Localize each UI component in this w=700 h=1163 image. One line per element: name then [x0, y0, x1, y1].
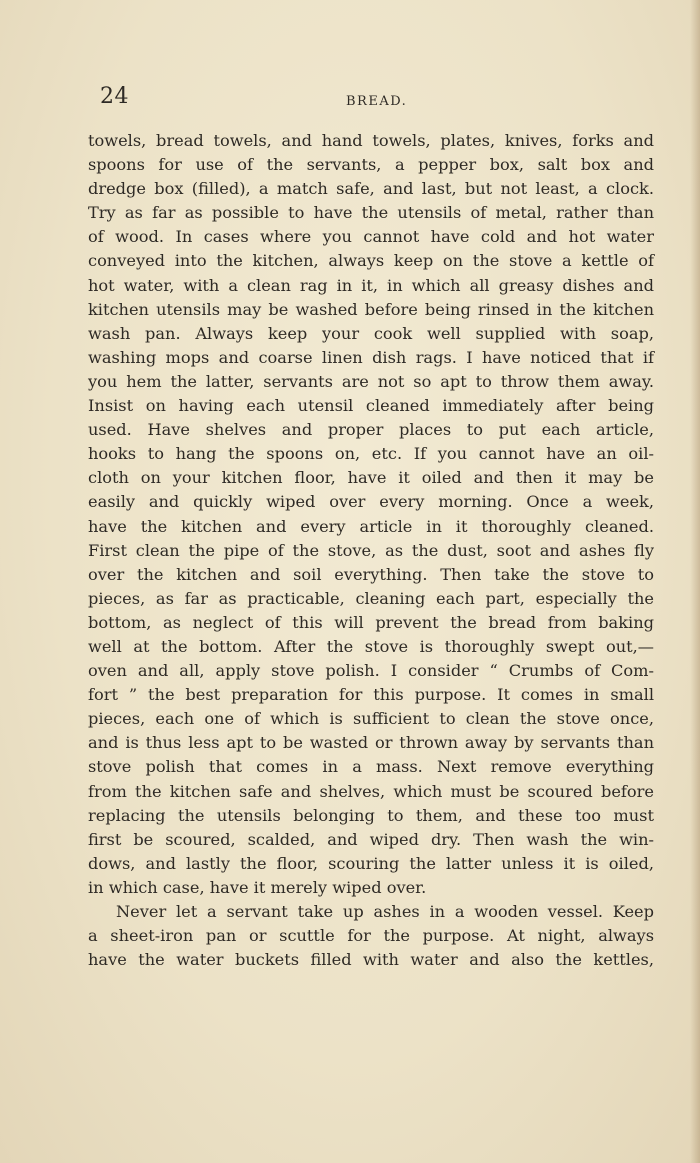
text-line: pieces, as far as practicable, cleaning each part, especially the — [88, 588, 654, 608]
text-line: have the water buckets filled with water and also the kettles, — [88, 950, 654, 970]
text-line: wash pan. Always keep your cook well supplied with soap, — [88, 323, 654, 343]
paragraph — [88, 129, 654, 900]
running-head: BREAD. — [346, 94, 408, 109]
text-line: cloth on your kitchen floor, have it oiled and then it may be — [88, 468, 654, 488]
text-line: used. Have shelves and proper places to put each article, — [88, 420, 654, 440]
text-line: towels, bread towels, and hand towels, plates, knives, forks and — [88, 131, 654, 150]
page-edge-shadow — [690, 0, 700, 1163]
body-text — [88, 129, 654, 972]
text-line: a sheet-iron pan or scuttle for the purpose. At night, always — [88, 926, 654, 946]
text-line: dredge box (filled), a match safe, and last, but not least, a clock. — [88, 179, 654, 199]
text-line: from the kitchen safe and shelves, which must be scoured before — [88, 781, 654, 801]
text-line: Insist on having each utensil cleaned immediately after being — [88, 396, 654, 416]
text-line: dows, and lastly the floor, scouring the latter unless it is oiled, — [88, 853, 654, 873]
text-line: replacing the utensils belonging to them, and these too must — [88, 805, 654, 825]
text-line: Never let a servant take up ashes in a wooden vessel. Keep — [116, 902, 654, 921]
page-number: 24 — [100, 84, 129, 109]
text-line: well at the bottom. After the stove is thoroughly swept out,— — [88, 636, 654, 656]
text-line: you hem the latter, servants are not so apt to throw them away. — [88, 371, 654, 391]
text-line: of wood. In cases where you cannot have cold and hot water — [88, 227, 654, 247]
text-line: easily and quickly wiped over every morning. Once a week, — [88, 492, 654, 512]
text-line: oven and all, apply stove polish. I consider “ Crumbs of Com- — [88, 661, 654, 681]
text-line: hooks to hang the spoons on, etc. If you cannot have an oil- — [88, 444, 654, 464]
text-line: hot water, with a clean rag in it, in which all greasy dishes and — [88, 275, 654, 295]
text-line: stove polish that comes in a mass. Next remove everything — [88, 757, 654, 777]
text-line: fort ” the best preparation for this purpose. It comes in small — [88, 685, 654, 705]
text-line: bottom, as neglect of this will prevent the bread from baking — [88, 612, 654, 632]
text-line: first be scoured, scalded, and wiped dry. Then wash the win- — [88, 829, 654, 849]
paragraph — [88, 900, 654, 972]
text-line: washing mops and coarse linen dish rags. I have noticed that if — [88, 347, 654, 367]
text-line: First clean the pipe of the stove, as the dust, soot and ashes fly — [88, 540, 654, 560]
text-line: and is thus less apt to be wasted or thrown away by servants than — [88, 733, 654, 753]
text-line: have the kitchen and every article in it thoroughly cleaned. — [88, 516, 654, 536]
text-line: kitchen utensils may be washed before being rinsed in the kitchen — [88, 299, 654, 319]
text-line: conveyed into the kitchen, always keep on the stove a kettle of — [88, 251, 654, 271]
text-line: Try as far as possible to have the utensils of metal, rather than — [88, 203, 654, 223]
text-line: over the kitchen and soil everything. Then take the stove to — [88, 564, 654, 584]
text-line: spoons for use of the servants, a pepper box, salt box and — [88, 155, 654, 175]
text-line: pieces, each one of which is sufficient to clean the stove once, — [88, 709, 654, 729]
text-line: in which case, have it merely wiped over. — [88, 877, 427, 897]
